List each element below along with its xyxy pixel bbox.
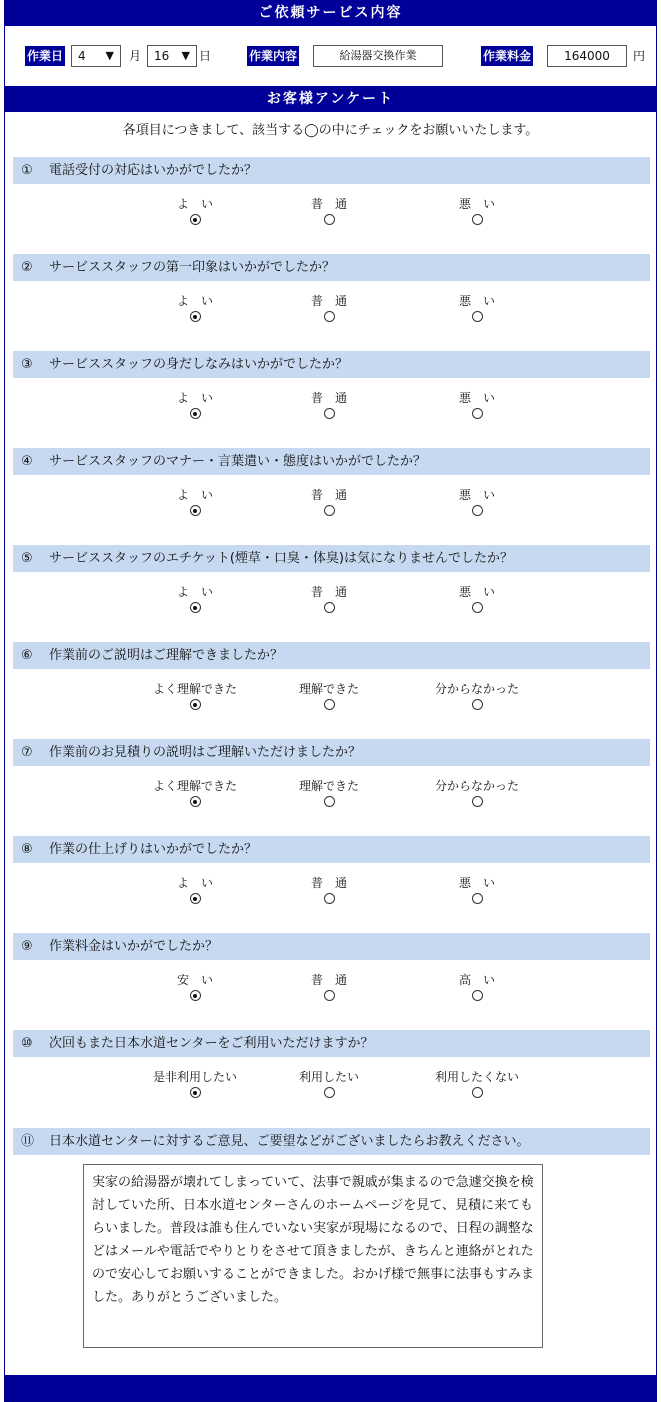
option-label: 普 通: [310, 488, 347, 502]
option-label: 利用したくない: [434, 1070, 519, 1084]
radio-button[interactable]: [190, 796, 201, 807]
answer-option: [417, 681, 537, 713]
chevron-down-icon: ▼: [181, 49, 190, 62]
radio-button[interactable]: [472, 408, 483, 419]
option-label: 普 通: [310, 973, 347, 987]
question-header: [13, 254, 650, 281]
answer-options: [13, 960, 650, 1000]
question-number: ③: [21, 357, 33, 372]
service-section-title: ご依頼サービス内容: [5, 0, 656, 26]
answer-option: [269, 1069, 389, 1101]
radio-button[interactable]: [324, 1087, 335, 1098]
radio-button[interactable]: [324, 796, 335, 807]
question-number: ⑨: [21, 939, 33, 954]
option-label: 普 通: [310, 197, 347, 211]
radio-button[interactable]: [324, 699, 335, 710]
answer-option: [135, 1069, 255, 1101]
radio-button[interactable]: [472, 990, 483, 1001]
option-label: 利用したい: [298, 1070, 359, 1084]
answer-option: [269, 584, 389, 616]
option-label: 悪 い: [458, 585, 495, 599]
option-label: 分からなかった: [434, 682, 519, 696]
question-text: サービススタッフの身だしなみはいかがでしたか？: [49, 357, 349, 372]
radio-button[interactable]: [472, 602, 483, 613]
option-label: 理解できた: [298, 682, 359, 696]
radio-button[interactable]: [190, 311, 201, 322]
answer-options: [13, 863, 650, 903]
chevron-down-icon: ▼: [105, 49, 114, 62]
answer-option: [417, 778, 537, 810]
question-number: ⑩: [21, 1036, 33, 1051]
question-text: サービススタッフのマナー・言葉遣い・態度はいかがでしたか？: [49, 454, 427, 469]
radio-button[interactable]: [472, 796, 483, 807]
question-header: [13, 933, 650, 960]
answer-option: [417, 584, 537, 616]
answer-option: [417, 972, 537, 1004]
answer-option: [417, 390, 537, 422]
question-header: [13, 642, 650, 669]
month-select[interactable]: [71, 45, 121, 67]
answer-options: [13, 766, 650, 806]
month-value: 4: [78, 49, 86, 63]
radio-button[interactable]: [472, 505, 483, 516]
answer-option: [269, 681, 389, 713]
option-label: 悪 い: [458, 197, 495, 211]
question-number: ⑥: [21, 648, 33, 663]
answer-option: [135, 293, 255, 325]
question-7: [13, 739, 650, 806]
question-number: ④: [21, 454, 33, 469]
day-unit: 日: [199, 49, 212, 63]
answer-options: [13, 475, 650, 515]
answer-option: [269, 390, 389, 422]
question-number: ①: [21, 163, 33, 178]
answer-option: [417, 875, 537, 907]
question-number: ⑦: [21, 745, 33, 760]
radio-button[interactable]: [472, 214, 483, 225]
question-2: [13, 254, 650, 321]
radio-button[interactable]: [190, 602, 201, 613]
radio-button[interactable]: [472, 699, 483, 710]
footer-bar: [5, 1375, 656, 1401]
option-label: よく理解できた: [152, 682, 237, 696]
question-10: [13, 1030, 650, 1097]
option-label: 悪 い: [458, 391, 495, 405]
question-header: [13, 157, 650, 184]
answer-option: [135, 584, 255, 616]
option-label: よ い: [176, 391, 213, 405]
service-details-row: [5, 26, 656, 86]
survey-section-title: お客様アンケート: [5, 86, 656, 112]
radio-button[interactable]: [324, 505, 335, 516]
radio-button[interactable]: [324, 408, 335, 419]
question-text: 日本水道センターに対するご意見、ご要望などがございましたらお教えください。: [49, 1134, 530, 1149]
option-label: 普 通: [310, 585, 347, 599]
radio-button[interactable]: [190, 1087, 201, 1098]
answer-option: [135, 487, 255, 519]
option-label: 悪 い: [458, 876, 495, 890]
comment-textarea[interactable]: 実家の給湯器が壊れてしまっていて、法事で親戚が集まるので急遽交換を検討していた所、日本水道センターさんのホームページを見て、見積に来てもらいました。普段は誰も住んでいない実家が現場になるので、日程の調整などはメールや電話でやりとりをさせて頂きましたが、きちんと連絡がとれたので安心してお願いすることができました。おかげ様で無事に法事もすみました。ありがとうございました。: [83, 1164, 543, 1348]
answer-option: [135, 390, 255, 422]
question-1: [13, 157, 650, 224]
radio-button[interactable]: [472, 1087, 483, 1098]
question-header: [13, 836, 650, 863]
radio-button[interactable]: [324, 311, 335, 322]
question-header: [13, 448, 650, 475]
work-fee-field[interactable]: 164000: [547, 45, 627, 67]
question-9: [13, 933, 650, 1000]
question-number: ⑤: [21, 551, 33, 566]
answer-option: [417, 293, 537, 325]
question-text: サービススタッフのエチケット(煙草・口臭・体臭)は気になりませんでしたか？: [49, 551, 513, 566]
question-11: [13, 1128, 650, 1155]
answer-options: [13, 1057, 650, 1097]
radio-button[interactable]: [190, 408, 201, 419]
answer-options: [13, 572, 650, 612]
option-label: よ い: [176, 294, 213, 308]
option-label: よく理解できた: [152, 779, 237, 793]
question-text: サービススタッフの第一印象はいかがでしたか？: [49, 260, 336, 275]
work-content-label: 作業内容: [247, 46, 299, 66]
day-select[interactable]: [147, 45, 197, 67]
question-text: 作業前のお見積りの説明はご理解いただけましたか？: [49, 745, 362, 760]
answer-option: [269, 778, 389, 810]
month-unit: 月: [129, 49, 142, 63]
radio-button[interactable]: [324, 214, 335, 225]
radio-button[interactable]: [190, 699, 201, 710]
answer-option: [269, 196, 389, 228]
answer-options: [13, 184, 650, 224]
question-text: 作業の仕上げりはいかがでしたか？: [49, 842, 258, 857]
survey-page: [4, 0, 657, 1402]
radio-button[interactable]: [190, 893, 201, 904]
question-text: 次回もまた日本水道センターをご利用いただけますか？: [49, 1036, 374, 1051]
survey-intro: 各項目につきまして、該当する◯の中にチェックをお願いいたします。: [122, 123, 539, 138]
answer-options: [13, 378, 650, 418]
question-header: [13, 545, 650, 572]
option-label: よ い: [176, 585, 213, 599]
answer-option: [269, 972, 389, 1004]
answer-option: [269, 293, 389, 325]
option-label: よ い: [176, 488, 213, 502]
option-label: 分からなかった: [434, 779, 519, 793]
answer-option: [269, 487, 389, 519]
question-header: [13, 351, 650, 378]
radio-button[interactable]: [472, 311, 483, 322]
option-label: 悪 い: [458, 488, 495, 502]
option-label: 是非利用したい: [152, 1070, 237, 1084]
question-5: [13, 545, 650, 612]
option-label: 高 い: [458, 973, 495, 987]
option-label: 普 通: [310, 294, 347, 308]
work-fee-label: 作業料金: [481, 46, 533, 66]
answer-option: [135, 778, 255, 810]
answer-option: [417, 1069, 537, 1101]
option-label: 安 い: [176, 973, 213, 987]
question-4: [13, 448, 650, 515]
question-6: [13, 642, 650, 709]
day-value: 16: [154, 49, 170, 63]
radio-button[interactable]: [190, 990, 201, 1001]
question-number: ②: [21, 260, 33, 275]
answer-option: [135, 681, 255, 713]
answer-option: [135, 196, 255, 228]
answer-option: [269, 875, 389, 907]
question-header: [13, 1128, 650, 1155]
question-text: 作業料金はいかがでしたか？: [49, 939, 219, 954]
question-number: ⑧: [21, 842, 33, 857]
radio-button[interactable]: [324, 990, 335, 1001]
question-text: 電話受付の対応はいかがでしたか？: [49, 163, 258, 178]
answer-option: [135, 972, 255, 1004]
radio-button[interactable]: [190, 214, 201, 225]
answer-options: [13, 669, 650, 709]
option-label: よ い: [176, 876, 213, 890]
question-3: [13, 351, 650, 418]
question-header: [13, 739, 650, 766]
question-8: [13, 836, 650, 903]
radio-button[interactable]: [324, 893, 335, 904]
question-header: [13, 1030, 650, 1057]
radio-button[interactable]: [190, 505, 201, 516]
work-date-label: 作業日: [25, 46, 65, 66]
question-number: ⑪: [21, 1134, 35, 1149]
option-label: 悪 い: [458, 294, 495, 308]
radio-button[interactable]: [472, 893, 483, 904]
question-text: 作業前のご説明はご理解できましたか？: [49, 648, 284, 663]
option-label: 理解できた: [298, 779, 359, 793]
answer-option: [135, 875, 255, 907]
option-label: 普 通: [310, 391, 347, 405]
radio-button[interactable]: [324, 602, 335, 613]
fee-unit: 円: [633, 49, 646, 63]
answer-option: [417, 196, 537, 228]
answer-option: [417, 487, 537, 519]
option-label: 普 通: [310, 876, 347, 890]
option-label: よ い: [176, 197, 213, 211]
answer-options: [13, 281, 650, 321]
work-content-field[interactable]: 給湯器交換作業: [313, 45, 443, 67]
